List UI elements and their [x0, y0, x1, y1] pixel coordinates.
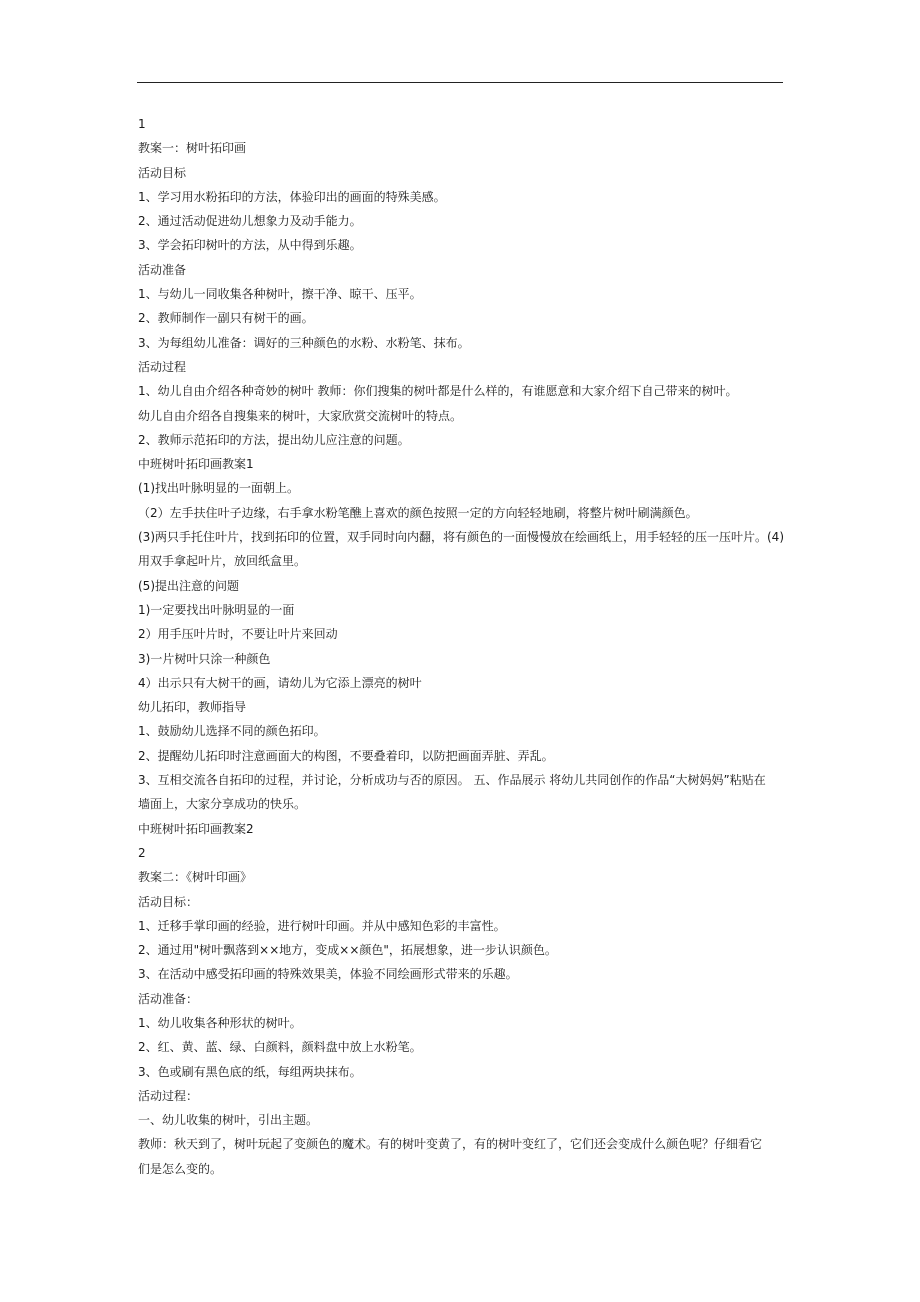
text-line: 2、提醒幼儿拓印时注意画面大的构图，不要叠着印，以防把画面弄脏、弄乱。 — [138, 748, 554, 763]
lesson-title: 教案二：《树叶印画》 — [138, 870, 253, 885]
section-heading: 活动过程： — [138, 1088, 199, 1103]
header-rule — [137, 82, 783, 83]
section-heading: 活动目标： — [138, 894, 199, 909]
text-line: 2、红、黄、蓝、绿、白颜料，颜料盘中放上水粉笔。 — [138, 1040, 422, 1055]
text-line: 1、与幼儿一同收集各种树叶，擦干净、晾干、压平。 — [138, 287, 422, 302]
text-line: 教师：秋天到了，树叶玩起了变颜色的魔术。有的树叶变黄了，有的树叶变红了，它们还会变成什么颜色呢？仔细看它 — [138, 1137, 763, 1152]
text-line: (5)提出注意的问题 — [138, 578, 239, 593]
text-line: 1、幼儿自由介绍各种奇妙的树叶 教师：你们搜集的树叶都是什么样的，有谁愿意和大家介绍下自己带来的树叶。 — [138, 384, 738, 399]
text-line: 1、幼儿收集各种形状的树叶。 — [138, 1015, 302, 1030]
text-line: (3)两只手托住叶片，找到拓印的位置，双手同时向内翻，将有颜色的一面慢慢放在绘画纸上，用手轻轻的压一压叶片。(4) — [138, 530, 785, 545]
text-line: 幼儿自由介绍各自搜集来的树叶，大家欣赏交流树叶的特点。 — [138, 408, 463, 423]
section-heading: 活动准备： — [138, 991, 199, 1006]
section-heading: 幼儿拓印，教师指导 — [138, 700, 247, 715]
text-line: 2、教师制作一副只有树干的画。 — [138, 311, 314, 326]
section-heading: 中班树叶拓印画教案1 — [138, 457, 254, 472]
section-heading: 活动过程 — [138, 359, 187, 374]
text-line: 2、通过活动促进幼儿想象力及动手能力。 — [138, 214, 362, 229]
text-line: 2）用手压叶片时，不要让叶片来回动 — [138, 627, 338, 642]
text-line: 3、色或刷有黑色底的纸，每组两块抹布。 — [138, 1064, 362, 1079]
text-line: 3、学会拓印树叶的方法，从中得到乐趣。 — [138, 238, 362, 253]
text-line: 1)一定要找出叶脉明显的一面 — [138, 602, 295, 617]
text-line: 4）出示只有大树干的画，请幼儿为它添上漂亮的树叶 — [138, 675, 422, 690]
text-line: 3、互相交流各自拓印的过程，并讨论，分析成功与否的原因。 五、作品展示 将幼儿共同创作的作品“大树妈妈”粘贴在 — [138, 773, 766, 788]
text-line: 们是怎么变的。 — [138, 1161, 223, 1176]
text-line: 2、教师示范拓印的方法，提出幼儿应注意的问题。 — [138, 432, 410, 447]
document-body — [138, 112, 788, 1181]
text-line: 一、幼儿收集的树叶，引出主题。 — [138, 1113, 319, 1128]
lesson-title: 教案一：树叶拓印画 — [138, 141, 247, 156]
text-line: 墙面上，大家分享成功的快乐。 — [138, 797, 307, 812]
text-line: 用双手拿起叶片，放回纸盒里。 — [138, 554, 307, 569]
text-line: 1、学习用水粉拓印的方法，体验印出的画面的特殊美感。 — [138, 189, 446, 204]
text-line: 3、为每组幼儿准备：调好的三种颜色的水粉、水粉笔、抹布。 — [138, 335, 470, 350]
page-number: 2 — [138, 845, 146, 860]
section-heading: 活动准备 — [138, 262, 187, 277]
text-line: 3)一片树叶只涂一种颜色 — [138, 651, 271, 666]
text-line: (1)找出叶脉明显的一面朝上。 — [138, 481, 299, 496]
section-heading: 活动目标 — [138, 165, 187, 180]
text-line: 2、通过用"树叶飘落到××地方，变成××颜色"，拓展想象，进一步认识颜色。 — [138, 943, 557, 958]
text-line: （2）左手扶住叶子边缘，右手拿水粉笔醮上喜欢的颜色按照一定的方向轻轻地刷，将整片树叶刷满颜色。 — [138, 505, 698, 520]
page-number: 1 — [138, 117, 146, 131]
text-line: 1、迁移手掌印画的经验，进行树叶印画。并从中感知色彩的丰富性。 — [138, 918, 506, 933]
section-heading: 中班树叶拓印画教案2 — [138, 821, 254, 836]
text-line: 3、在活动中感受拓印画的特殊效果美，体验不同绘画形式带来的乐趣。 — [138, 967, 518, 982]
text-line: 1、鼓励幼儿选择不同的颜色拓印。 — [138, 724, 326, 739]
